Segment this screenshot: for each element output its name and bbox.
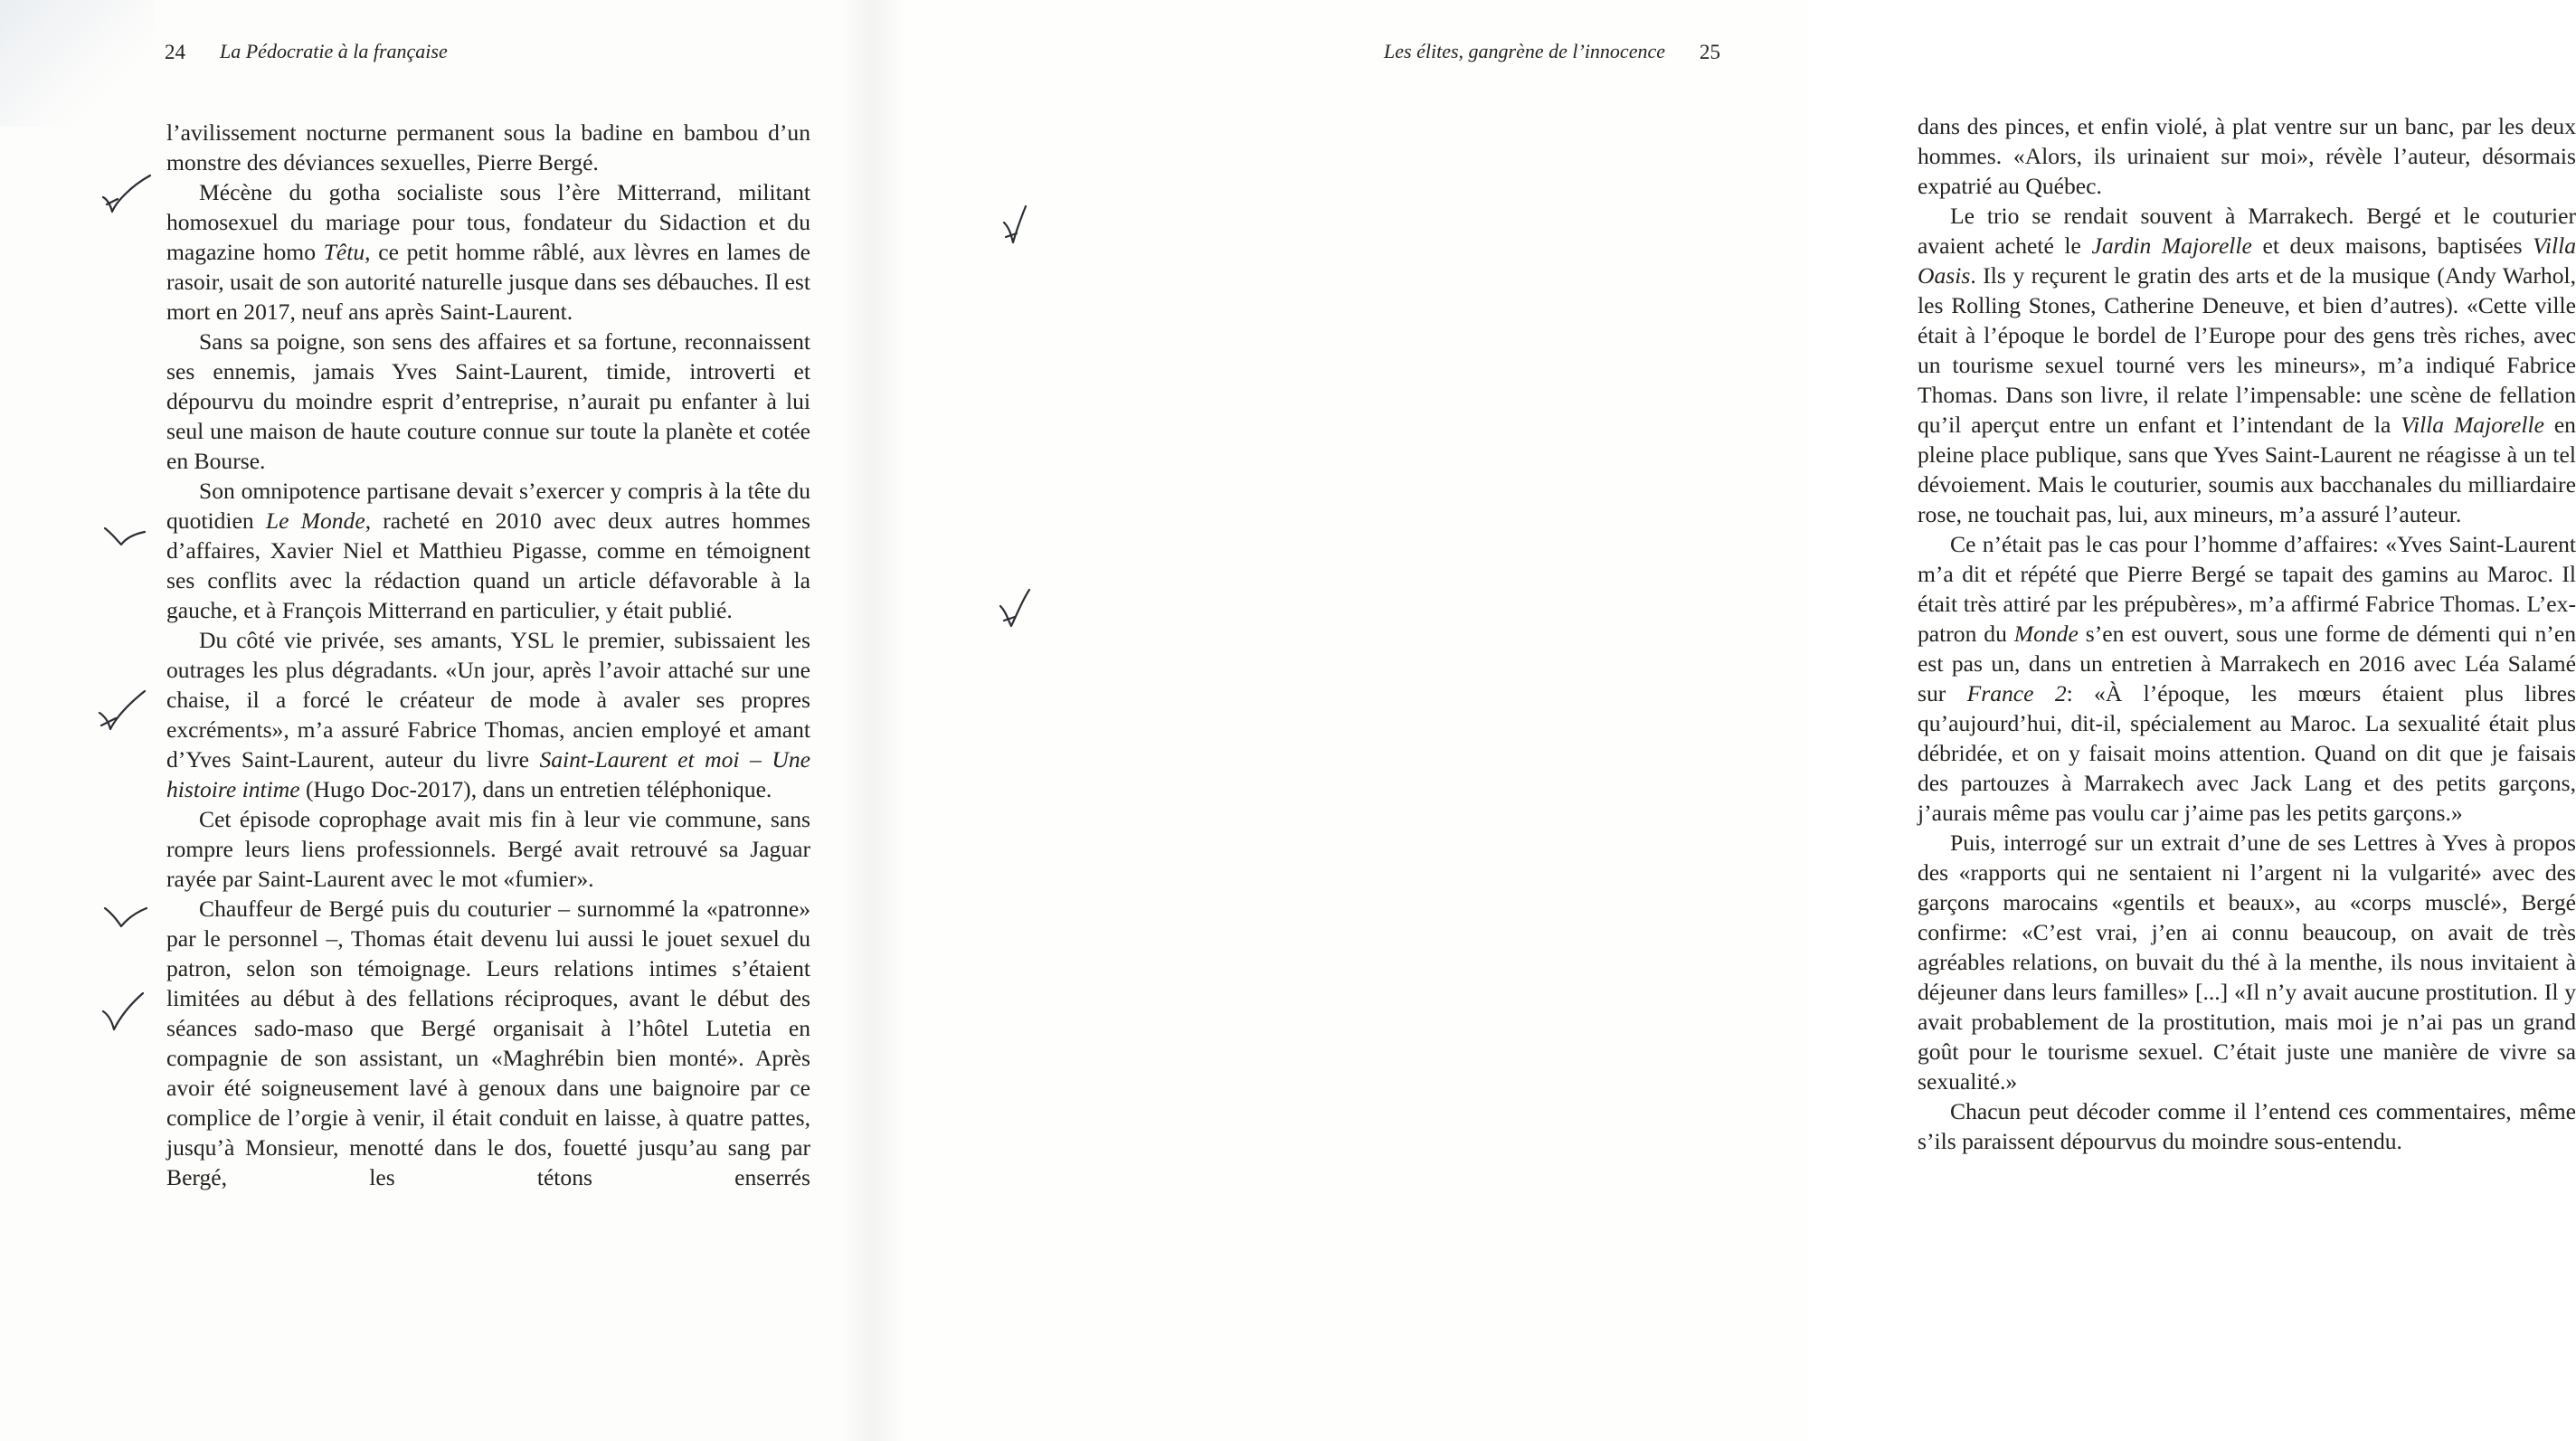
text-run: et deux maisons, baptisées — [2251, 232, 2533, 259]
paragraph — [1918, 1096, 2576, 1156]
pencil-check-mark-icon — [94, 689, 157, 735]
italic-title: Têtu — [323, 239, 365, 265]
text-run: Ce n’était pas le cas pour l’homme d’affaires: «Yves Saint-Laurent m’a dit et répété que Pierre Bergé se tapait des gamins au Maroc. Il était très attiré par les prépubères», m’a affirmé Fabrice Thomas. L’ex-patron du — [1918, 531, 2576, 647]
right-page — [868, 0, 2576, 1441]
left-running-head — [165, 42, 448, 62]
paragraph — [166, 625, 810, 804]
text-run: Puis, interrogé sur un extrait d’une de ses Lettres à Yves à propos des «rapports qui ne sentaient ni l’argent ni la vulgarité» avec des garçons marocains «gentils et beaux», au «corps musclé», Bergé confirme: «C’est vrai, j’en ai connu beaucoup, on avait de très agréables relations, on buvait du thé à la menthe, ils nous invitaient à déjeuner dans leurs familles» [...] «Il n’y avait aucune prostitution. Il y avait probablement de la prostitution, mais moi je n’ai pas un grand goût pour le tourisme sexuel. C’était juste une manière de vivre sa sexualité.» — [1918, 830, 2576, 1095]
paragraph — [166, 177, 810, 327]
text-run: Chacun peut décoder comme il l’entend ces commentaires, même s’ils paraissent dépourvus du moindre sous-entendu. — [1918, 1098, 2576, 1154]
left-body-text — [166, 118, 810, 1192]
italic-title: Jardin Majorelle — [2091, 232, 2252, 259]
italic-title: Saint-Laurent et moi – Une histoire intime — [166, 746, 810, 802]
right-body-text — [1918, 111, 2576, 1156]
left-page-number: 24 — [165, 41, 185, 63]
text-run: Le trio se rendait souvent à Marrakech. Bergé et le couturier avaient acheté le — [1918, 203, 2576, 259]
text-run: , racheté en 2010 avec deux autres hommes d’affaires, Xavier Niel et Matthieu Pigasse, comme en témoignent ses conflits avec la rédaction quand un article défavorable à la gauche, et à François Mitterrand en particulier, y était publié. — [166, 507, 811, 623]
paragraph — [1918, 529, 2576, 828]
left-running-title: La Pédocratie à la française — [220, 40, 448, 62]
text-run: Mécène du gotha socialiste sous l’ère Mitterrand, militant homosexuel du mariage pour tous, fondateur du Sidaction et du magazine homo — [166, 179, 810, 265]
text-run: en pleine place publique, sans que Yves Saint-Laurent ne réagisse à un tel dévoiement. Mais le couturier, soumis aux bacchanales du milliardaire rose, ne touchait pas, lui, aux mineurs, m’a assuré l’auteur. — [1918, 412, 2576, 527]
pencil-check-mark-icon — [993, 586, 1056, 631]
book-gutter — [841, 0, 904, 1441]
right-running-head — [1384, 42, 1720, 62]
paragraph — [166, 894, 810, 1192]
text-run: Son omnipotence partisane devait s’exercer y compris à la tête du quotidien — [166, 478, 810, 534]
pencil-check-mark-icon — [98, 990, 161, 1035]
paragraph — [1918, 111, 2576, 201]
paragraph — [1918, 828, 2576, 1096]
paragraph — [166, 327, 810, 476]
italic-title: France 2 — [1966, 680, 2067, 706]
text-run: dans des pinces, et enfin violé, à plat ventre sur un banc, par les deux hommes. «Alors, ils urinaient sur moi», révèle l’auteur, désormais expatrié au Québec. — [1918, 113, 2576, 199]
pencil-check-mark-icon — [997, 203, 1060, 248]
right-page-number: 25 — [1700, 41, 1720, 63]
paragraph — [166, 804, 810, 894]
scan-shadow — [0, 0, 154, 127]
paragraph — [166, 118, 810, 177]
italic-title: Villa Majorelle — [2401, 412, 2544, 438]
pencil-check-mark-icon — [101, 897, 165, 943]
text-run: Cet épisode coprophage avait mis fin à leur vie commune, sans rompre leurs liens professionnels. Bergé avait retrouvé sa Jaguar rayée par Saint-Laurent avec le mot «fumier». — [166, 806, 810, 892]
text-run: . Ils y reçurent le gratin des arts et de la musique (Andy Warhol, les Rolling Stones, Catherine Deneuve, et bien d’autres). «Cette ville était à l’époque le bordel de l’Europe pour des gens très riches, avec un tourisme sexuel tourné vers les mineurs», m’a indiqué Fabrice Thomas. Dans son livre, il relate l’impensable: une scène de fellation qu’il aperçut entre un enfant et l’intendant de la — [1918, 262, 2576, 438]
text-run: (Hugo Doc-2017), dans un entretien téléphonique. — [299, 776, 772, 802]
paragraph — [166, 476, 810, 625]
text-run: Chauffeur de Bergé puis du couturier – surnommé la «patronne» par le personnel –, Thomas était devenu lui aussi le jouet sexuel du patron, selon son témoignage. Leurs relations intimes s’étaient limitées au début à des fellations réciproques, avant le début des séances sado-maso que Bergé organisait à l’hôtel Lutetia en compagnie de son assistant, un «Maghrébin bien monté». Après avoir été soigneusement lavé à genoux dans une baignoire par ce complice de l’orgie à venir, il était conduit en laisse, à quatre pattes, jusqu’à Monsieur, menotté dans le dos, fouetté jusqu’au sang par Bergé, les tétons enserrés — [166, 896, 810, 1190]
italic-title: Monde — [2013, 621, 2079, 647]
text-run: : «À l’époque, les mœurs étaient plus libres qu’aujourd’hui, dit-il, spécialement au Maroc. La sexualité était plus débridée, et on y faisait moins attention. Quand on dit que je faisais des partouzes à Marrakech avec Jack Lang et des petits garçons, j’aurais même pas voulu car j’aime pas les petits garçons.» — [1918, 680, 2576, 826]
left-page — [0, 0, 868, 1441]
text-run: l’avilissement nocturne permanent sous la badine en bambou d’un monstre des déviances sexuelles, Pierre Bergé. — [166, 119, 810, 175]
text-run: Sans sa poigne, son sens des affaires et sa fortune, reconnaissent ses ennemis, jamais Yves Saint-Laurent, timide, introverti et dépourvu du moindre esprit d’entreprise, n’aurait pu enfanter à lui seul une maison de haute couture connue sur toute la planète et cotée en Bourse. — [166, 328, 810, 474]
paragraph — [1918, 201, 2576, 529]
pencil-check-mark-icon — [101, 517, 165, 563]
italic-title: Villa Oasis — [1918, 232, 2576, 289]
text-run: Du côté vie privée, ses amants, YSL le premier, subissaient les outrages les plus dégradants. «Un jour, après l’avoir attaché sur une chaise, il a forcé le créateur de mode à avaler ses propres excréments», m’a assuré Fabrice Thomas, ancien employé et amant d’Yves Saint-Laurent, auteur du livre — [166, 627, 810, 773]
text-run: s’en est ouvert, sous une forme de démenti qui n’en est pas un, dans un entretien à Marrakech en 2016 avec Léa Salamé sur — [1918, 621, 2576, 706]
pencil-check-mark-icon — [98, 172, 161, 217]
italic-title: Le Monde — [265, 507, 365, 534]
right-running-title: Les élites, gangrène de l’innocence — [1384, 40, 1665, 62]
text-run: , ce petit homme râblé, aux lèvres en lames de rasoir, usait de son autorité naturelle jusque dans ses débauches. Il est mort en 2017, neuf ans après Saint-Laurent. — [166, 239, 810, 325]
